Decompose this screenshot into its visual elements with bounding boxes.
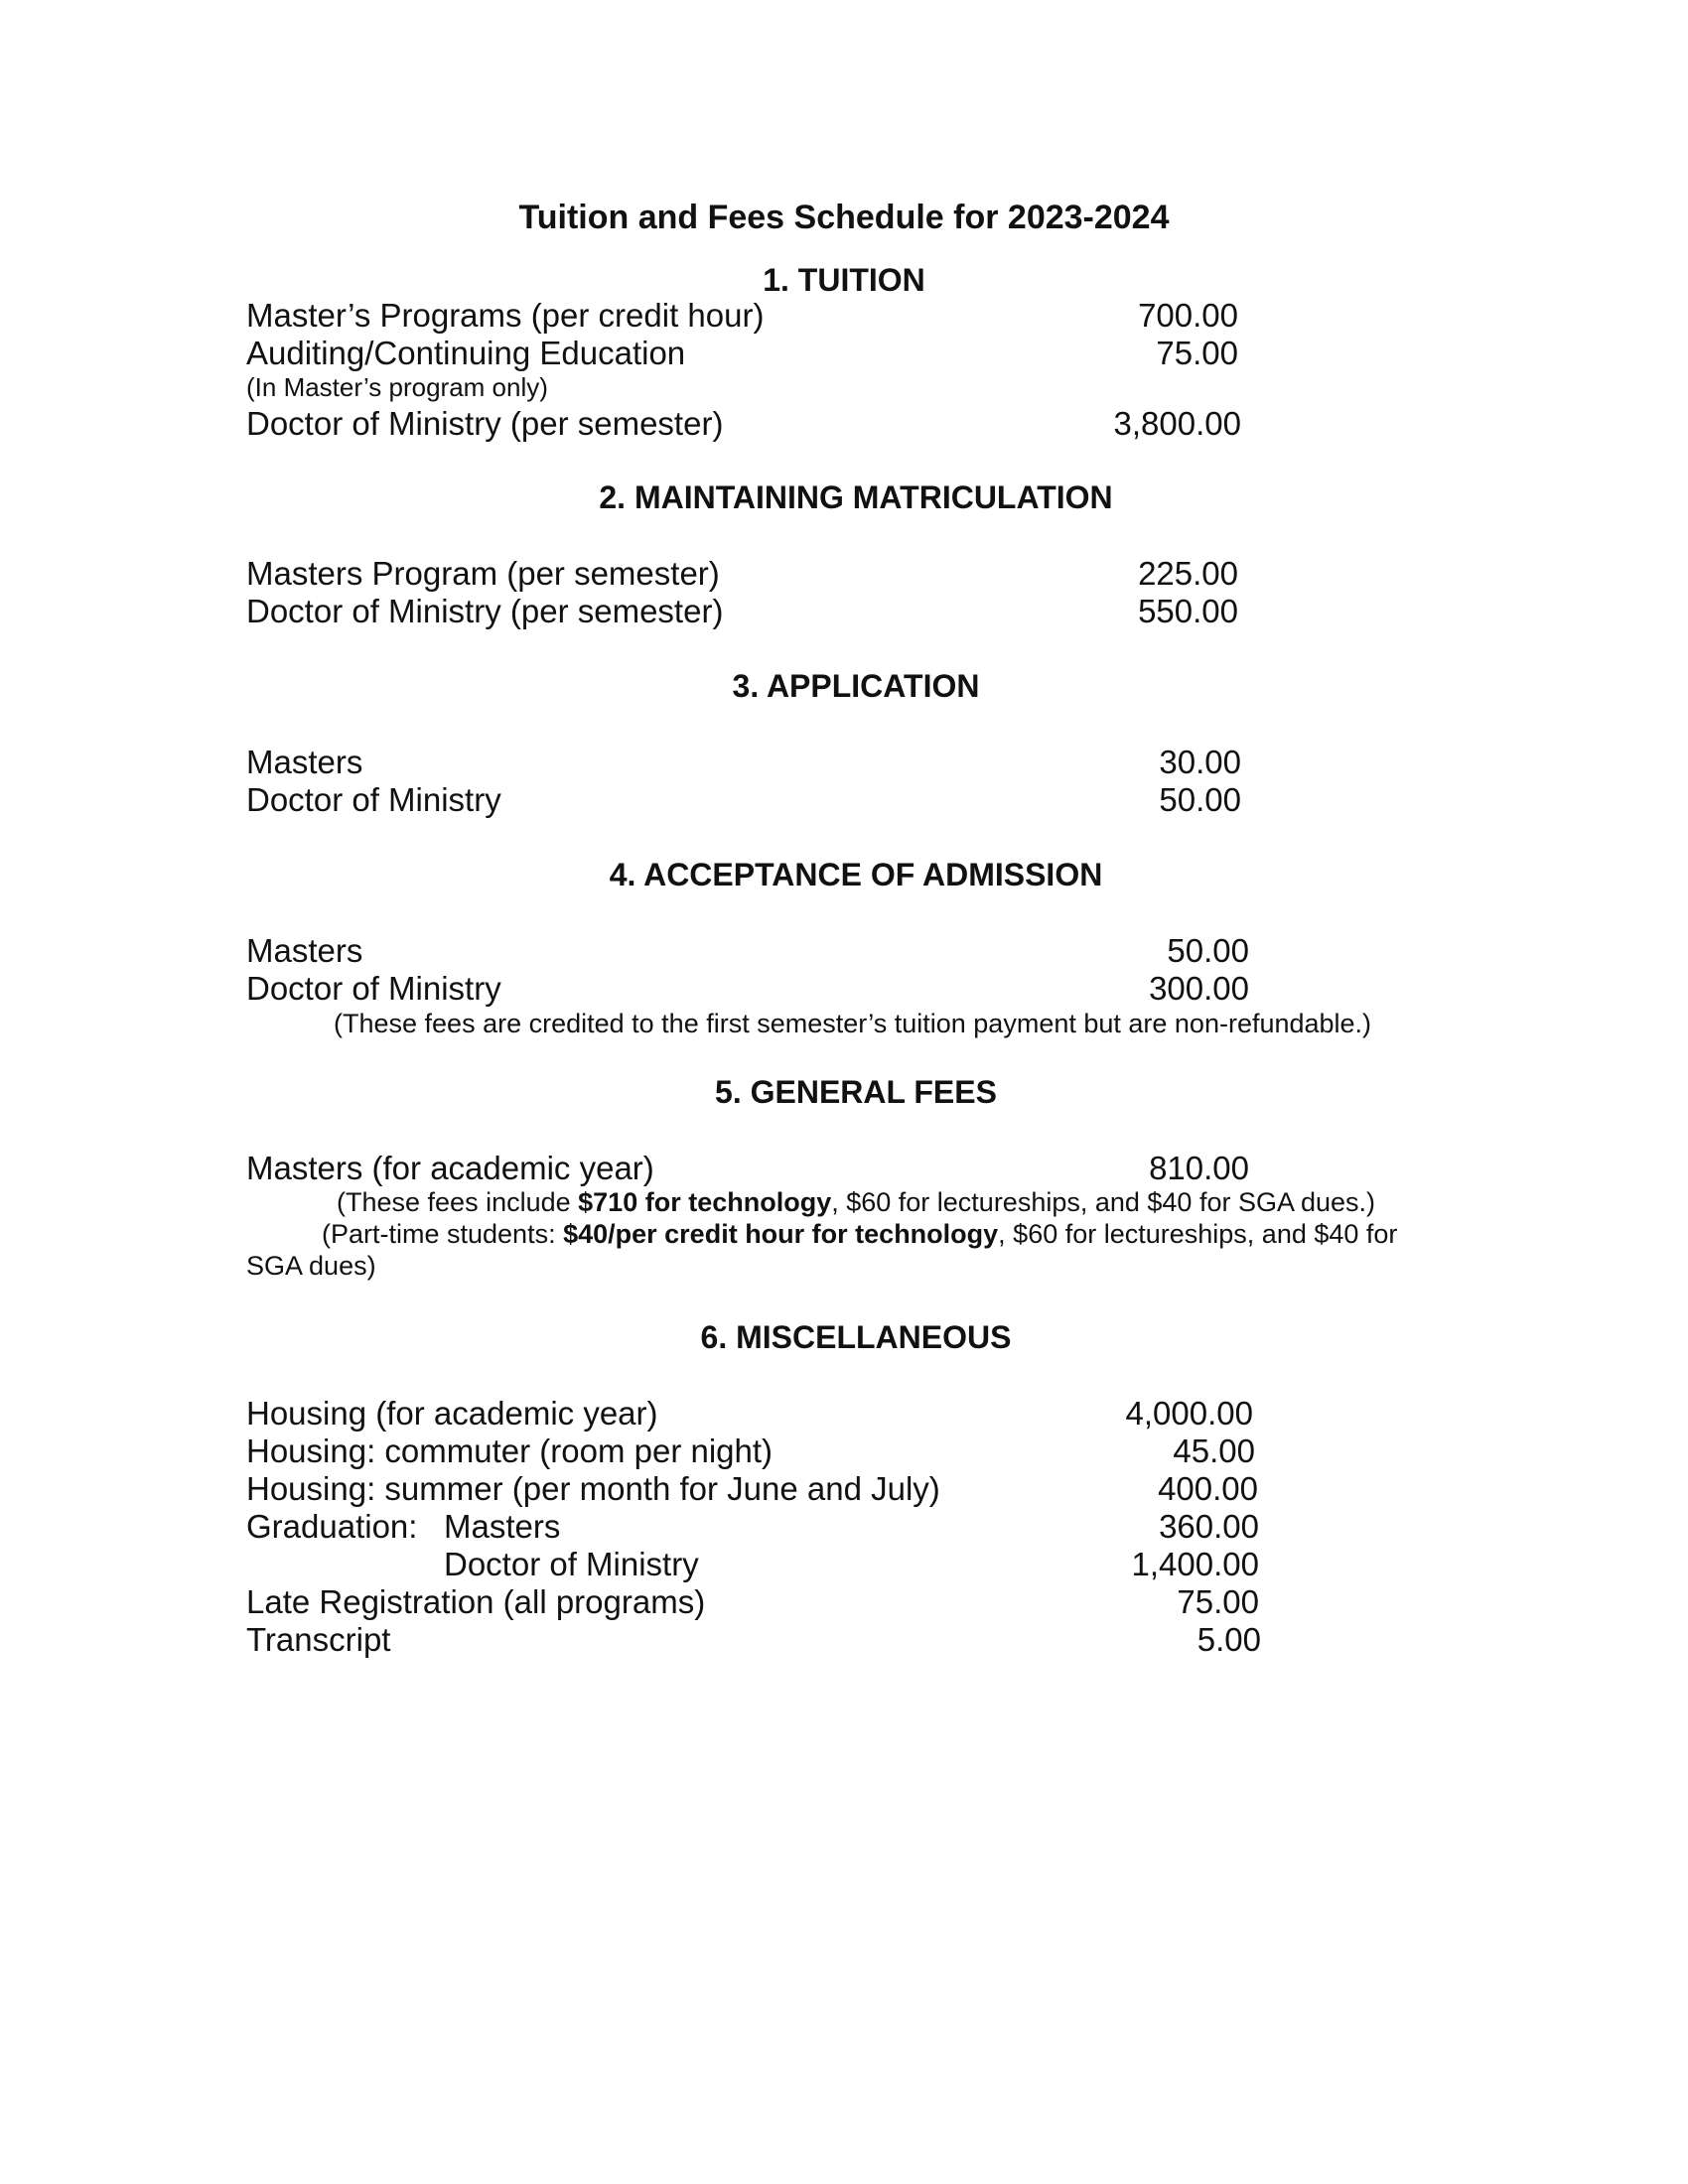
application-dmin-amount: 50.00 bbox=[1159, 781, 1241, 818]
section-4-heading: 4. ACCEPTANCE OF ADMISSION bbox=[609, 857, 1103, 892]
general-fees-note: (These fees include $710 for technology, $60 for lectureships, and $40 for SGA dues.) bbox=[337, 1187, 1376, 1217]
misc-graduation-masters-label: Masters bbox=[444, 1508, 561, 1545]
general-masters-label: Masters (for academic year) bbox=[246, 1150, 654, 1186]
misc-graduation-label: Graduation: bbox=[246, 1508, 418, 1545]
misc-commuter-label: Housing: commuter (room per night) bbox=[246, 1433, 774, 1469]
part-time-note-cont: SGA dues) bbox=[246, 1251, 376, 1281]
acceptance-note: (These fees are credited to the first semester’s tuition payment but are non-refundable.) bbox=[334, 1009, 1372, 1038]
section-5-heading: 5. GENERAL FEES bbox=[715, 1074, 997, 1110]
section-2-heading: 2. MAINTAINING MATRICULATION bbox=[599, 479, 1113, 515]
misc-housing-year-label: Housing (for academic year) bbox=[246, 1395, 658, 1432]
matric-dmin-amount: 550.00 bbox=[1138, 593, 1238, 629]
misc-commuter-amount: 45.00 bbox=[1173, 1433, 1255, 1469]
misc-transcript-amount: 5.00 bbox=[1196, 1621, 1261, 1658]
acceptance-masters-label: Masters bbox=[246, 932, 363, 969]
misc-summer-amount: 400.00 bbox=[1158, 1470, 1258, 1507]
tuition-auditing-note: (In Master’s program only) bbox=[246, 372, 548, 402]
misc-graduation-dmin-amount: 1,400.00 bbox=[1131, 1546, 1259, 1582]
misc-late-registration-label: Late Registration (all programs) bbox=[246, 1583, 706, 1620]
part-time-note: (Part-time students: $40/per credit hour for technology, $60 for lectureships, and $40 for bbox=[322, 1219, 1398, 1249]
misc-graduation-masters-amount: 360.00 bbox=[1159, 1508, 1259, 1545]
matric-dmin-label: Doctor of Ministry (per semester) bbox=[246, 593, 724, 629]
application-masters-amount: 30.00 bbox=[1159, 744, 1241, 780]
section-6-heading: 6. MISCELLANEOUS bbox=[700, 1319, 1012, 1355]
matric-masters-amount: 225.00 bbox=[1138, 555, 1238, 592]
section-3-heading: 3. APPLICATION bbox=[732, 668, 980, 704]
misc-late-registration-amount: 75.00 bbox=[1177, 1583, 1259, 1620]
application-masters-label: Masters bbox=[246, 744, 363, 780]
matric-masters-label: Masters Program (per semester) bbox=[246, 555, 720, 592]
misc-housing-year-amount: 4,000.00 bbox=[1125, 1395, 1253, 1432]
misc-summer-label: Housing: summer (per month for June and July) bbox=[246, 1470, 940, 1507]
page-title: Tuition and Fees Schedule for 2023-2024 bbox=[518, 199, 1170, 236]
tuition-auditing-amount: 75.00 bbox=[1156, 335, 1238, 371]
acceptance-dmin-label: Doctor of Ministry bbox=[246, 970, 501, 1007]
tuition-masters-label: Master’s Programs (per credit hour) bbox=[246, 297, 765, 334]
misc-graduation-dmin-label: Doctor of Ministry bbox=[444, 1546, 699, 1582]
acceptance-masters-amount: 50.00 bbox=[1167, 932, 1249, 969]
tuition-auditing-label: Auditing/Continuing Education bbox=[246, 335, 686, 371]
tuition-dmin-amount: 3,800.00 bbox=[1113, 405, 1241, 442]
section-1-heading: 1. TUITION bbox=[763, 262, 925, 298]
general-masters-amount: 810.00 bbox=[1149, 1150, 1249, 1186]
tuition-dmin-label: Doctor of Ministry (per semester) bbox=[246, 405, 724, 442]
application-dmin-label: Doctor of Ministry bbox=[246, 781, 501, 818]
misc-transcript-label: Transcript bbox=[246, 1621, 391, 1658]
tuition-masters-amount: 700.00 bbox=[1138, 297, 1238, 334]
acceptance-dmin-amount: 300.00 bbox=[1149, 970, 1249, 1007]
